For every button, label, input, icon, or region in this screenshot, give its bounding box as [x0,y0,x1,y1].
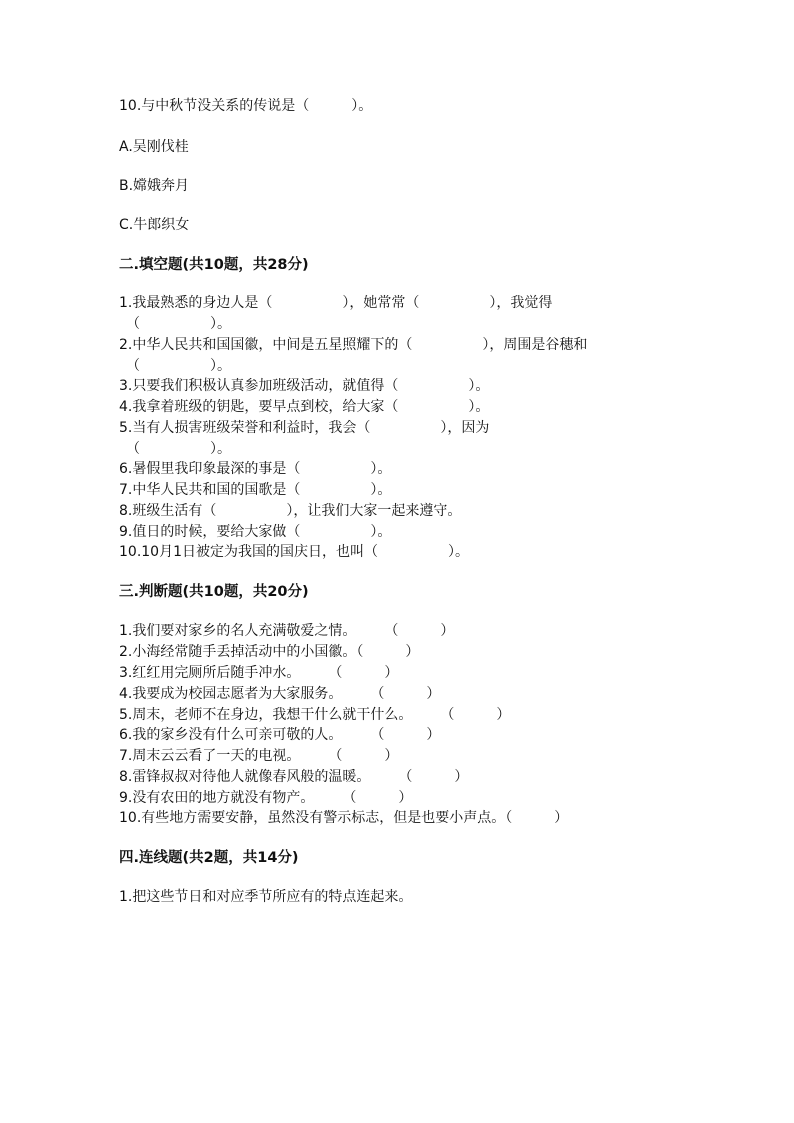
fill-question-2-cont: （ ）。 [126,358,231,374]
fill-question-4: 4.我拿着班级的钥匙，要早点到校，给大家（ ）。 [119,399,490,415]
section-3-title: 三.判断题(共10题，共20分) [119,584,309,600]
judge-question-9: 9.没有农田的地方就没有物产。 （ ） [119,790,413,806]
judge-question-4: 4.我要成为校园志愿者为大家服务。 （ ） [119,686,441,702]
fill-question-7: 7.中华人民共和国的国歌是（ ）。 [119,482,392,498]
section-2-title: 二.填空题(共10题，共28分) [119,257,309,273]
judge-question-10: 10.有些地方需要安静，虽然没有警示标志，但是也要小声点。（ ） [119,810,569,826]
judge-question-8: 8.雷锋叔叔对待他人就像春风般的温暖。 （ ） [119,769,469,785]
option-b: B.嫦娥奔月 [119,178,190,194]
question-10-stem: 10.与中秋节没关系的传说是（ ）。 [119,98,373,114]
fill-question-6: 6.暑假里我印象最深的事是（ ）。 [119,461,392,477]
fill-question-10: 10.10月1日被定为我国的国庆日，也叫（ ）。 [119,544,469,560]
judge-question-6: 6.我的家乡没有什么可亲可敬的人。 （ ） [119,727,441,743]
option-c: C.牛郎织女 [119,217,190,233]
judge-question-2: 2.小海经常随手丢掉活动中的小国徽。（ ） [119,644,420,660]
fill-question-1-cont: （ ）。 [126,316,231,332]
match-question-1: 1.把这些节日和对应季节所应有的特点连起来。 [119,889,413,905]
judge-question-3: 3.红红用完厕所后随手冲水。 （ ） [119,665,399,681]
fill-question-5-cont: （ ）。 [126,441,231,457]
fill-question-1: 1.我最熟悉的身边人是（ ），她常常（ ），我觉得 [119,295,553,311]
fill-question-5: 5.当有人损害班级荣誉和利益时，我会（ ），因为 [119,420,490,436]
fill-question-2: 2.中华人民共和国国徽，中间是五星照耀下的（ ），周围是谷穗和 [119,337,588,353]
judge-question-7: 7.周末云云看了一天的电视。 （ ） [119,748,399,764]
judge-question-5: 5.周末，老师不在身边，我想干什么就干什么。 （ ） [119,707,511,723]
fill-question-9: 9.值日的时候，要给大家做（ ）。 [119,524,392,540]
fill-question-3: 3.只要我们积极认真参加班级活动，就值得（ ）。 [119,378,490,394]
section-4-title: 四.连线题(共2题，共14分) [119,850,299,866]
fill-question-8: 8.班级生活有（ ），让我们大家一起来遵守。 [119,503,462,519]
judge-question-1: 1.我们要对家乡的名人充满敬爱之情。 （ ） [119,623,455,639]
option-a: A.吴刚伐桂 [119,139,189,155]
